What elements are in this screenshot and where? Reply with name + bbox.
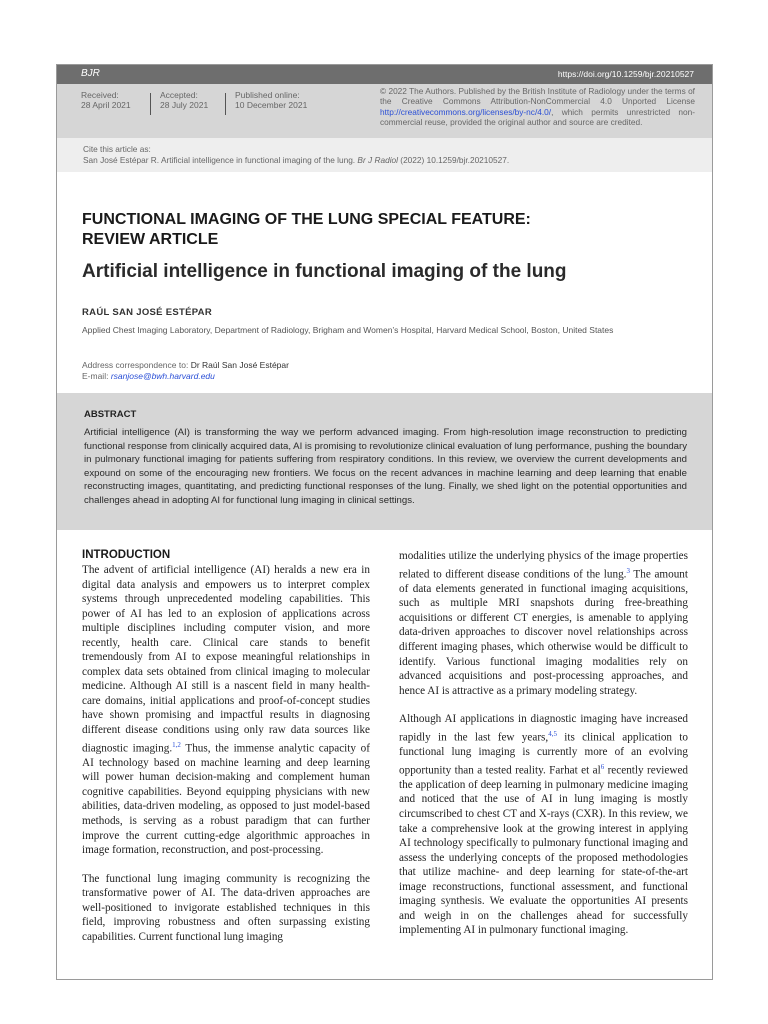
body-paragraph [399,549,688,698]
body-paragraph [399,712,688,938]
license-post: , which permits unrestricted non-commercial reuse, provided the original author and source are credited. [380,106,695,127]
license-link[interactable]: http://creativecommons.org/licenses/by-nc/4.0/ [380,106,552,117]
cite-text-post: (2022) 10.1259/bjr.20210527. [398,154,510,165]
received-label: Received: [81,90,119,100]
paragraph-text: Thus, the immense analytic capacity of AI technology based on machine learning and deep learning will power human decision-making and complement human cognitive capabilities. Beyond equipping physicians with new abilities, data-driven modeling, as opposed to just model-based methods, is serving as a robust paradigm that can further improve the current cutting-edge algorithmic approaches in image formation, reconstruction, and post-processing. [82,742,370,857]
cite-journal: Br J Radiol [357,154,398,165]
doi-link[interactable]: https://doi.org/10.1259/bjr.20210527 [557,69,694,79]
corr-name: Dr Raúl San José Estépar [190,360,289,370]
publication-meta [57,84,712,138]
accepted-label: Accepted: [160,90,198,100]
paragraph-text: The advent of artificial intelligence (AI) heralds a new era in digital data analysis and empowers us to interpret complex systems through unprecedented modeling capabilities. This power of AI has led to an explosion of applications across multiple disciplines including computer vision, and more recently, health care. Clinical care stands to benefit tremendously from AI to expose meaningful relationships in complex data sets obtained from clinical imaging to molecular medicine. Although AI still is a nascent field in many health-care domains, initial applications and proof-of-concept studies have shown promising and impactful results in diagnosing different disease conditions using only raw data sources like diagnostic imaging. [82,564,370,755]
article-page [56,64,713,980]
corr-label: Address correspondence to: [82,360,191,370]
paragraph-text: recently reviewed the application of deep learning in pulmonary medicine imaging and noticed that the use of AI in lung imaging is mostly circumscribed to chest CT and X-rays (CXR). In this review, we take a comprehensive look at the growing interest in applying AI technology specifically to pulmonary functional imaging and assess the underlying concepts of the proposed methodologies that utilize machine- and deep learning for state-of-the-art image reconstructions, functional assessment, and functional imaging synthesis. We evaluate the opportunities AI presents and weigh in on the challenges ahead for successfully implementing AI in pulmonary functional imaging. [399,764,689,937]
body-paragraph [82,563,370,858]
reference-link[interactable]: 3 [626,566,630,575]
abstract-box [57,393,712,530]
paragraph-text: Although AI applications in diagnostic imaging have increased rapidly in the last few years, [399,713,688,744]
paragraph-text: its clinical application to functional lung imaging is currently more of an evolving opportunity than a tested reality. Farhat et al [399,731,688,777]
published-date: 10 December 2021 [235,100,308,110]
cite-text-pre: San José Estépar R. Artificial intelligence in functional imaging of the lung. [83,154,358,165]
license-pre: © 2022 The Authors. Published by the British Institute of Radiology under the terms of the Creative Commons Attribution-NonCommercial 4.0 Unported License [380,86,695,107]
reference-link[interactable]: 1,2 [172,740,181,749]
meta-divider [225,93,226,115]
body-column-right [399,549,688,938]
journal-header-bar [57,65,712,84]
feature-heading [82,210,682,250]
abstract-heading: ABSTRACT [84,409,137,420]
accepted-date: 28 July 2021 [160,100,209,110]
correspondence [82,360,289,382]
paragraph-text: modalities utilize the underlying physics of the image properties related to different disease conditions of the lung. [399,550,688,581]
cite-label: Cite this article as: [83,144,151,154]
published-label: Published online: [235,90,300,100]
affiliation: Applied Chest Imaging Laboratory, Department of Radiology, Brigham and Women’s Hospital, Harvard Medical School, Boston, United States [82,325,614,335]
paragraph-text: The amount of data elements generated in functional imaging acquisitions, such as multiple MRI snapshots during free-breathing acquisitions or different CT energies, is amenable to applying data-driven approaches to discover novel relationships across different imaging phases, which otherwise would be difficult to identify. Various functional imaging modalities rely on advanced acquisitions and post-processing approaches, and hence AI is attractive as a primary modeling strategy. [399,568,688,697]
received-block [81,90,131,110]
body-paragraph: The functional lung imaging community is recognizing the transformative power of AI. The data-driven approaches are well-positioned to invigorate established techniques in this field, improving robustness and often surpassing existing capabilities. Current functional lung imaging [82,872,370,943]
introduction-heading: INTRODUCTION [82,549,171,561]
author-name: RAÚL SAN JOSÉ ESTÉPAR [82,307,212,318]
cite-text [83,155,712,166]
email-label: E-mail: [82,371,111,381]
article-title: Artificial intelligence in functional imaging of the lung [82,261,567,282]
journal-name: BJR [81,68,100,79]
citation-block [57,138,712,172]
feature-line-1: FUNCTIONAL IMAGING OF THE LUNG SPECIAL FEATURE: [82,211,531,228]
published-block [235,90,307,110]
email-link[interactable]: rsanjose@bwh.harvard.edu [110,371,215,381]
reference-link[interactable]: 4,5 [548,729,557,738]
license-text [380,86,695,127]
accepted-block [160,90,208,110]
meta-divider [150,93,151,115]
abstract-text: Artificial intelligence (AI) is transforming the way we perform advanced imaging. From high-resolution image reconstruction to predicting functional response from clinically acquired data, AI is promising to revolutionize clinical evaluation of lung performance, pushing the boundary in pulmonary functional imaging for patients suffering from respiratory conditions. In this review, we overview the current developments and expound on some of the encouraging new frontiers. We focus on the recent advances in machine learning and deep learning that enable reconstructing images, quantitating, and predicting functional responses of the lung. Finally, we shed light on the potential opportunities and challenges ahead in adopting AI for functional lung imaging in clinical settings. [84,427,687,506]
body-column-left [82,549,370,944]
reference-link[interactable]: 6 [600,762,605,771]
feature-line-2: REVIEW ARTICLE [82,231,219,248]
received-date: 28 April 2021 [81,100,131,110]
